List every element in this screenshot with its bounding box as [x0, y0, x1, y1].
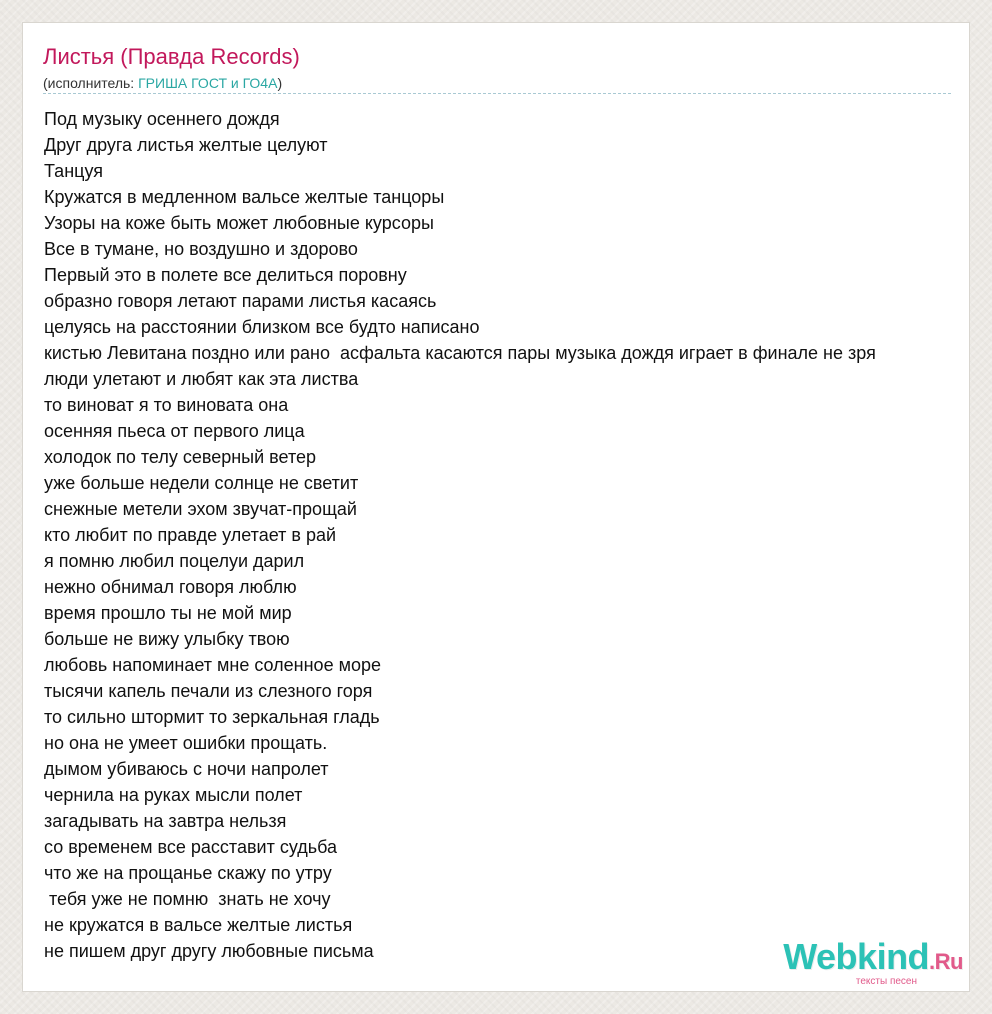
- artist-suffix: ): [277, 75, 283, 91]
- lyrics-line: образно говоря летают парами листья касаясь: [44, 291, 437, 311]
- logo-main-text: Webkind: [783, 936, 930, 977]
- lyrics-line: кистью Левитана поздно или рано асфальта касаются пары музыка дождя играет в финале не зря: [44, 343, 876, 363]
- lyrics-line: дымом убиваюсь с ночи напролет: [44, 759, 329, 779]
- lyrics-line: уже больше недели солнце не светит: [44, 473, 359, 493]
- lyrics-line: целуясь на расстоянии близком все будто написано: [44, 317, 480, 337]
- lyrics-line: то сильно штормит то зеркальная гладь: [44, 707, 380, 727]
- artist-prefix: (исполнитель:: [43, 75, 139, 91]
- lyrics-line: Танцуя: [44, 161, 103, 181]
- song-title: Листья (Правда Records): [43, 44, 300, 69]
- lyrics-line: время прошло ты не мой мир: [44, 603, 292, 623]
- lyrics-line: со временем все расставит судьба: [44, 837, 338, 857]
- logo-suffix: .Ru: [929, 949, 963, 974]
- lyrics-line: но она не умеет ошибки прощать.: [44, 733, 328, 753]
- lyrics-line: нежно обнимал говоря люблю: [44, 577, 297, 597]
- logo-wordmark: [783, 936, 963, 980]
- lyrics-card: [22, 22, 970, 992]
- lyrics-line: тебя уже не помню знать не хочу: [44, 889, 331, 909]
- lyrics-line: осенняя пьеса от первого лица: [44, 421, 305, 441]
- lyrics-line: что же на прощанье скажу по утру: [44, 863, 332, 883]
- lyrics-line: Друг друга листья желтые целуют: [44, 135, 328, 155]
- lyrics-line: чернила на руках мысли полет: [44, 785, 303, 805]
- lyrics-line: Кружатся в медленном вальсе желтые танцоры: [44, 187, 445, 207]
- lyrics-line: Первый это в полете все делиться поровну: [44, 265, 407, 285]
- title-divider: [43, 93, 951, 94]
- lyrics-line: не кружатся в вальсе желтые листья: [44, 915, 353, 935]
- lyrics-line: тысячи капель печали из слезного горя: [44, 681, 373, 701]
- lyrics-line: не пишем друг другу любовные письма: [44, 941, 374, 961]
- lyrics-line: любовь напоминает мне соленное море: [44, 655, 381, 675]
- lyrics-line: снежные метели эхом звучат-прощай: [44, 499, 357, 519]
- lyrics-line: загадывать на завтра нельзя: [44, 811, 287, 831]
- logo-tagline: тексты песен: [855, 976, 917, 987]
- lyrics-line: холодок по телу северный ветер: [44, 447, 317, 467]
- lyrics-line: больше не вижу улыбку твою: [44, 629, 290, 649]
- lyrics-line: Под музыку осеннего дождя: [44, 109, 280, 129]
- lyrics-text: [44, 106, 876, 964]
- lyrics-line: то виноват я то виновата она: [44, 395, 289, 415]
- lyrics-line: я помню любил поцелуи дарил: [44, 551, 305, 571]
- lyrics-line: Узоры на коже быть может любовные курсоры: [44, 213, 434, 233]
- artist-link[interactable]: ГРИША ГОСТ и ГО4А: [138, 75, 278, 91]
- lyrics-line: кто любит по правде улетает в рай: [44, 525, 337, 545]
- lyrics-line: Все в тумане, но воздушно и здорово: [44, 239, 358, 259]
- site-logo[interactable]: [783, 936, 963, 988]
- lyrics-line: люди улетают и любят как эта листва: [44, 369, 359, 389]
- artist-line: [43, 74, 282, 92]
